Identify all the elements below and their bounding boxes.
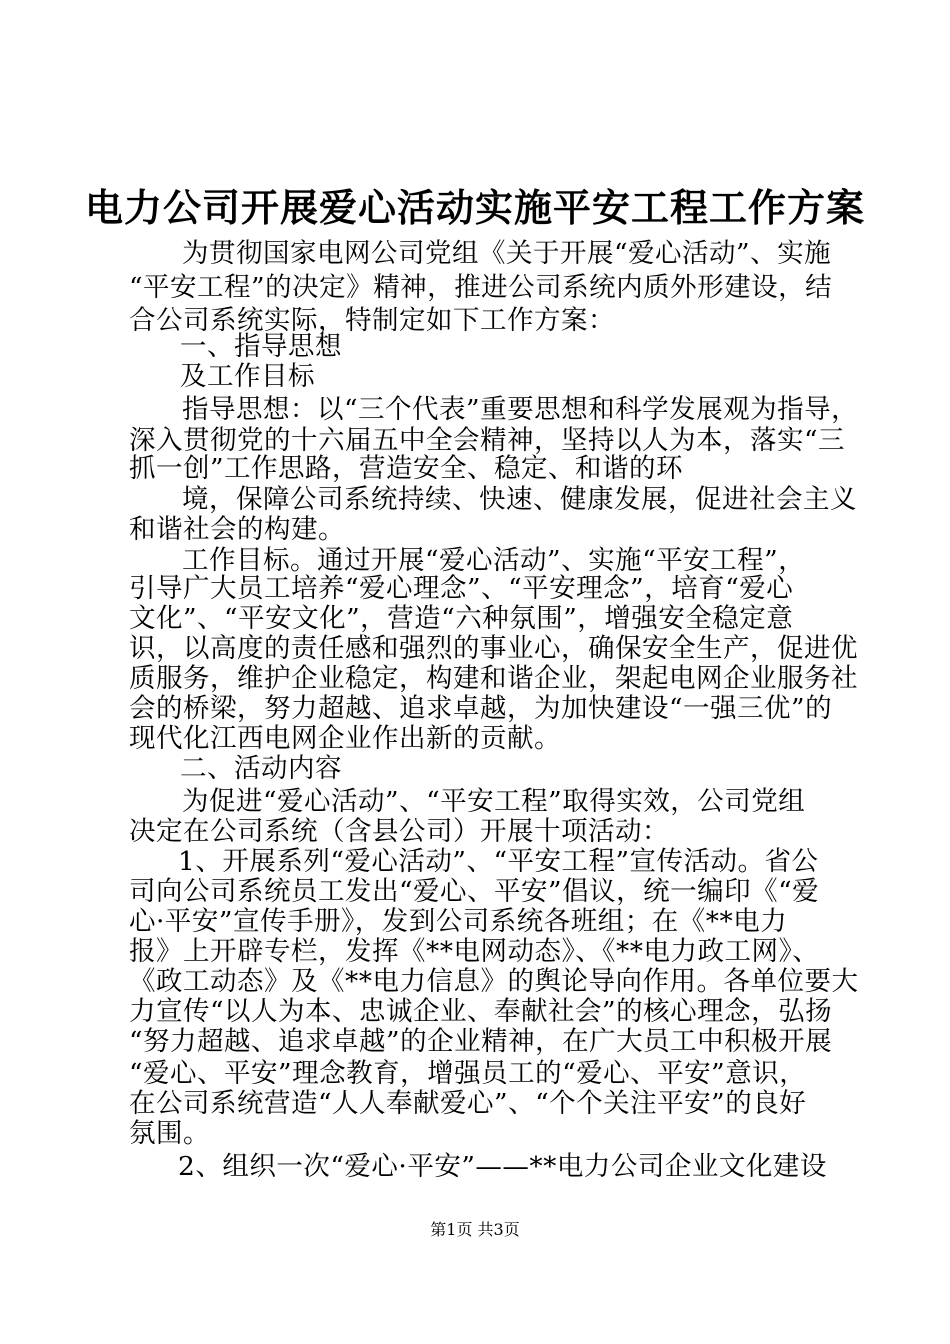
body-line: 境，保障公司系统持续、快速、健康发展，促进社会主义: [182, 484, 857, 515]
body-line: 1、开展系列“爱心活动”、“平安工程”宣传活动。省公: [178, 846, 819, 877]
page-footer: 第1页 共3页: [430, 1220, 520, 1239]
document-title: 电力公司开展爱心活动实施平安工程工作方案: [84, 185, 865, 230]
section-heading: 及工作目标: [180, 361, 315, 392]
body-line: 质服务，维护企业稳定，构建和谐企业，架起电网企业服务社: [129, 663, 858, 694]
body-line: 抓一创”工作思路，营造安全、稳定、和谐的环: [129, 453, 684, 484]
body-line: 文化”、“平安文化”，营造“六种氛围”，增强安全稳定意: [129, 603, 794, 634]
body-line: 和谐社会的构建。: [129, 514, 345, 545]
body-line: 合公司系统实际，特制定如下工作方案：: [129, 305, 615, 336]
body-line: “平安工程”的决定》精神，推进公司系统内质外形建设，结: [129, 272, 833, 303]
body-line: 心·平安”宣传手册》，发到公司系统各班组；在《**电力: [129, 906, 788, 937]
body-line: 决定在公司系统（含县公司）开展十项活动：: [129, 816, 669, 847]
body-line: 引导广大员工培养“爱心理念”、“平安理念”，培育“爱心: [129, 573, 794, 604]
body-line: 识，以高度的责任感和强烈的事业心，确保安全生产，促进优: [129, 633, 858, 664]
section-heading: 二、活动内容: [180, 753, 342, 784]
body-line: 2、组织一次“爱心·平安”——**电力公司企业文化建设: [178, 1151, 827, 1182]
body-line: 指导思想：以“三个代表”重要思想和科学发展观为指导，: [182, 394, 859, 425]
body-line: 氛围。: [129, 1118, 210, 1149]
body-line: 深入贯彻党的十六届五中全会精神，坚持以人为本，落实“三: [129, 425, 846, 456]
body-line: 为促进“爱心活动”、“平安工程”取得实效，公司党组: [182, 786, 806, 817]
body-line: 《政工动态》及《**电力信息》的舆论导向作用。各单位要大: [129, 966, 859, 997]
body-line: 报》上开辟专栏，发挥《**电网动态》、《**电力政工网》、: [129, 936, 820, 967]
body-line: 在公司系统营造“人人奉献爱心”、“个个关注平安”的良好: [129, 1088, 807, 1119]
body-line: 为贯彻国家电网公司党组《关于开展“爱心活动”、实施: [182, 238, 832, 269]
body-line: 会的桥梁，努力超越、追求卓越，为加快建设“一强三优”的: [129, 693, 833, 724]
body-line: 现代化江西电网企业作出新的贡献。: [129, 723, 561, 754]
body-line: 工作目标。通过开展“爱心活动”、实施“平安工程”，: [182, 545, 806, 576]
body-line: “努力超越、追求卓越”的企业精神，在广大员工中积极开展: [129, 1026, 833, 1057]
body-line: 司向公司系统员工发出“爱心、平安”倡议，统一编印《“爱: [129, 876, 820, 907]
body-line: 力宣传“以人为本、忠诚企业、奉献社会”的核心理念，弘扬: [129, 996, 833, 1027]
section-heading: 一、指导思想: [180, 331, 342, 362]
body-line: “爱心、平安”理念教育，增强员工的“爱心、平安”意识，: [129, 1058, 807, 1089]
